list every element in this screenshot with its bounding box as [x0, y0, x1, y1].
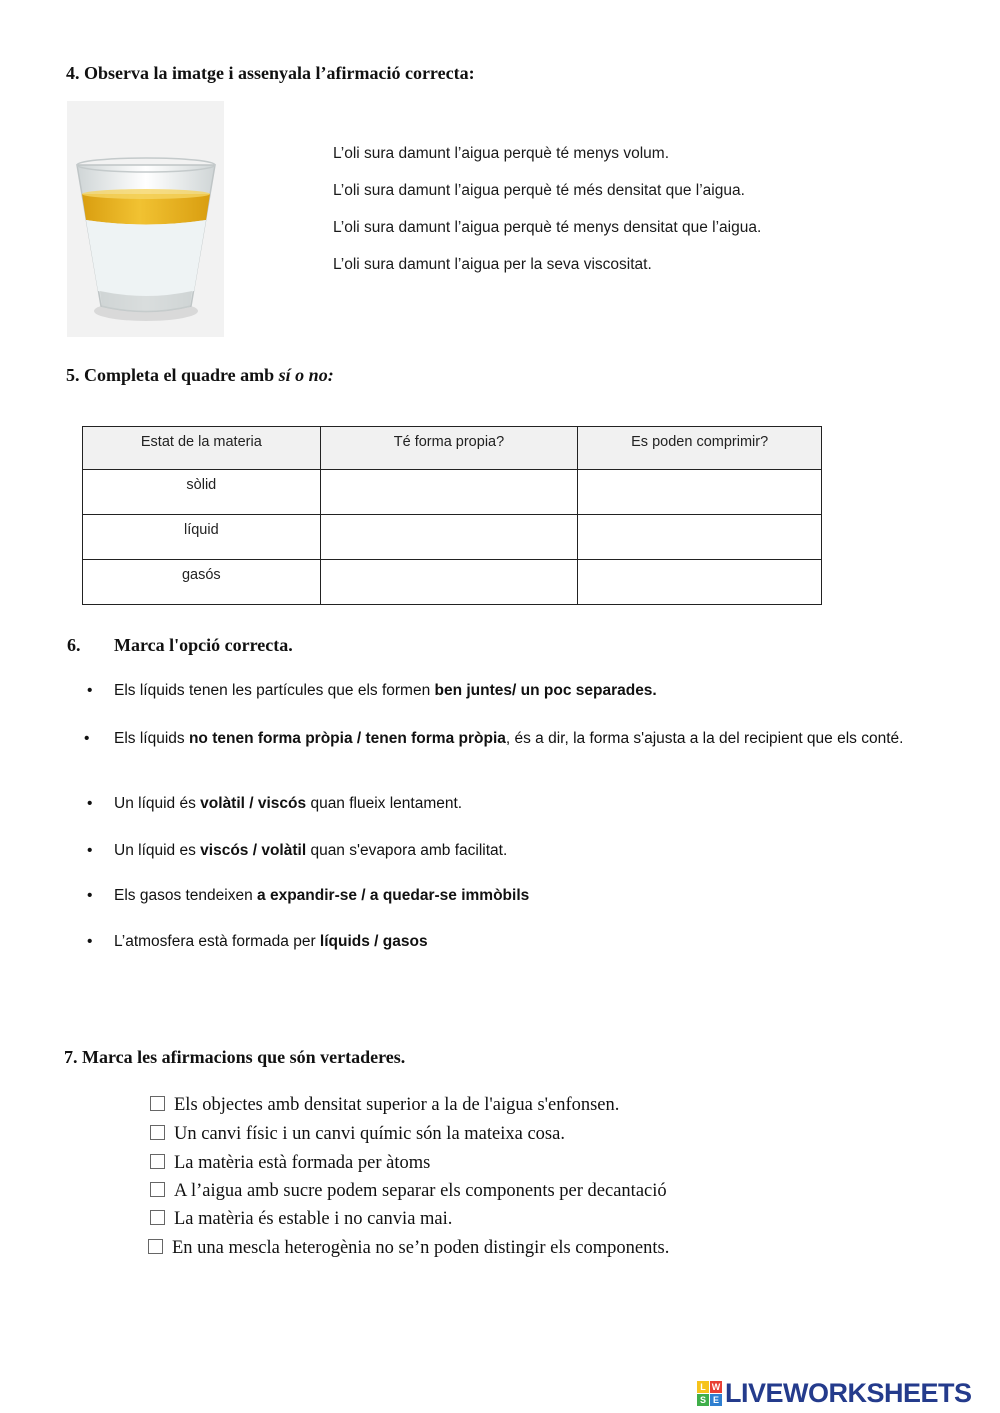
header-state: Estat de la materia: [83, 427, 321, 470]
q6-item-2: [84, 728, 944, 750]
q6-item-5: [87, 887, 530, 905]
header-own-shape: Té forma propia?: [320, 427, 578, 470]
answer-cell-gas-shape[interactable]: [320, 560, 578, 605]
q7-statement-3[interactable]: [150, 1153, 430, 1174]
q7-statement-2[interactable]: [150, 1124, 565, 1145]
q6-item-6-text: L’atmosfera està formada per: [114, 933, 320, 950]
q6-item-4: [87, 842, 508, 860]
q6-item-6-choice[interactable]: líquids / gasos: [319, 933, 428, 950]
liveworksheets-logo: [697, 1378, 972, 1408]
q7-statement-6-text: En una mescla heterogènia no se’n poden distingir els components.: [172, 1238, 670, 1258]
q6-item-5-text: Els gasos tendeixen: [114, 887, 258, 904]
q6-item-5-choice[interactable]: a expandir-se / a quedar-se immòbils: [257, 887, 530, 904]
q6-item-2-post: , és a dir, la forma s'ajusta a la del recipient que els conté.: [505, 730, 904, 747]
checkbox-icon[interactable]: [148, 1239, 163, 1254]
q5-title-prefix: 5. Completa el quadre amb: [66, 365, 279, 385]
q6-item-3-post: quan flueix lentament.: [306, 795, 463, 812]
answer-cell-liquid-compress[interactable]: [578, 515, 822, 560]
bullet-icon: •: [84, 730, 90, 747]
q6-number: 6.: [67, 635, 81, 655]
q4-option-2[interactable]: L’oli sura damunt l’aigua perquè té més densitat que l’aigua.: [333, 182, 745, 199]
bullet-icon: •: [87, 795, 93, 812]
q6-item-3-text: Un líquid és: [114, 795, 201, 812]
q4-option-4[interactable]: L’oli sura damunt l’aigua per la seva viscositat.: [333, 256, 652, 273]
checkbox-icon[interactable]: [150, 1096, 165, 1111]
q6-item-4-text: Un líquid es: [114, 842, 201, 859]
q6-item-4-choice[interactable]: viscós / volàtil: [200, 842, 307, 859]
row-label-solid: sòlid: [83, 470, 321, 515]
q6-item-4-post: quan s'evapora amb facilitat.: [306, 842, 508, 859]
answer-cell-liquid-shape[interactable]: [320, 515, 578, 560]
q4-option-1[interactable]: L’oli sura damunt l’aigua perquè té menys volum.: [333, 145, 670, 162]
q5-title: [66, 365, 334, 386]
table-row: [83, 560, 822, 605]
q7-statement-6[interactable]: [148, 1238, 669, 1259]
checkbox-icon[interactable]: [150, 1210, 165, 1225]
q4-title: 4. Observa la imatge i assenyala l’afirmació correcta:: [66, 63, 475, 83]
q6-item-2-text: Els líquids: [114, 730, 189, 747]
logo-tile-s: S: [697, 1394, 709, 1406]
glass-image: [67, 101, 224, 337]
q7-statement-4-text: A l’aigua amb sucre podem separar els components per decantació: [174, 1181, 667, 1201]
logo-tile-w: W: [711, 1381, 721, 1392]
q6-item-3: [87, 795, 463, 813]
logo-grid-icon: [697, 1381, 722, 1406]
answer-cell-solid-compress[interactable]: [578, 470, 822, 515]
logo-tile-l: L: [697, 1381, 709, 1393]
logo-tile-e: E: [710, 1394, 722, 1406]
q7-statement-1[interactable]: [150, 1095, 619, 1116]
q7-statement-1-text: Els objectes amb densitat superior a la de l'aigua s'enfonsen.: [174, 1095, 620, 1115]
q5-title-italic: sí o no:: [278, 365, 334, 385]
header-compressible: Es poden comprimir?: [578, 427, 822, 470]
glass-oil-water-illustration: [67, 101, 224, 337]
bullet-icon: •: [87, 682, 93, 699]
states-table: [82, 426, 822, 605]
brand-name: LIVEWORKSHEETS: [725, 1377, 972, 1408]
q6-item-2-choice[interactable]: no tenen forma pròpia / tenen forma pròpia: [188, 730, 506, 747]
q7-statement-4[interactable]: [150, 1181, 667, 1202]
q6-item-6: [87, 933, 428, 951]
q6-title: Marca l'opció correcta.: [114, 635, 293, 655]
bullet-icon: •: [87, 933, 93, 950]
q7-statement-3-text: La matèria està formada per àtoms: [174, 1153, 431, 1173]
q6-item-3-choice[interactable]: volàtil / viscós: [200, 795, 307, 812]
bullet-icon: •: [87, 887, 93, 904]
checkbox-icon[interactable]: [150, 1154, 165, 1169]
q4-option-3[interactable]: L’oli sura damunt l’aigua perquè té menys densitat que l’aigua.: [333, 219, 762, 236]
table-row: [83, 470, 822, 515]
table-header-row: [83, 427, 822, 470]
answer-cell-solid-shape[interactable]: [320, 470, 578, 515]
row-label-gas: gasós: [83, 560, 321, 605]
row-label-liquid: líquid: [83, 515, 321, 560]
q7-statement-5-text: La matèria és estable i no canvia mai.: [174, 1209, 453, 1229]
q6-item-1: [87, 682, 657, 700]
q7-statement-2-text: Un canvi físic i un canvi químic són la mateixa cosa.: [174, 1124, 565, 1144]
water-layer: [86, 220, 206, 296]
q6-item-1-choice[interactable]: ben juntes/ un poc separades.: [434, 682, 657, 699]
answer-cell-gas-compress[interactable]: [578, 560, 822, 605]
bullet-icon: •: [87, 842, 93, 859]
checkbox-icon[interactable]: [150, 1182, 165, 1197]
q7-statement-5[interactable]: [150, 1209, 452, 1230]
checkbox-icon[interactable]: [150, 1125, 165, 1140]
table-row: [83, 515, 822, 560]
q6-item-1-text: Els líquids tenen les partícules que els formen: [114, 682, 435, 699]
q7-title: 7. Marca les afirmacions que són vertaderes.: [64, 1047, 406, 1067]
